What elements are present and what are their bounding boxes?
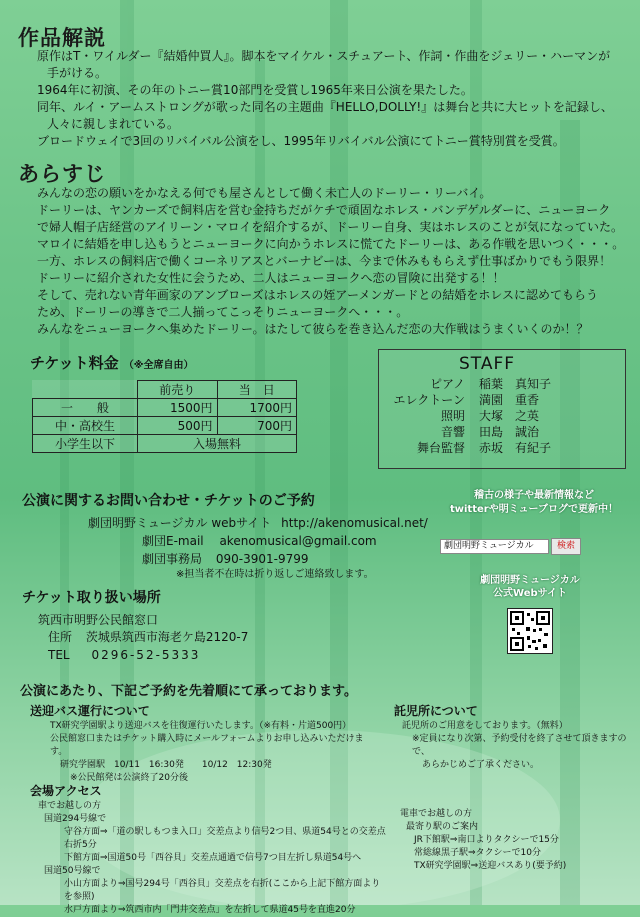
official-line2: 公式Webサイト — [493, 588, 567, 599]
nursery-text — [402, 720, 632, 772]
car-line: 水戸方面より⇒筑西市内「門井交差点」を左折して県道45号を直進20分 — [64, 905, 356, 915]
official-site-label — [470, 574, 590, 600]
synopsis-line: ドーリーは、ヤンカーズで飼料店を営む金持ちだがケチで頑固なホレス・バンデゲルダーに、ニューヨーク — [37, 203, 611, 217]
train-subtitle: 最寄り駅のご案内 — [406, 822, 479, 832]
train-line: 常総線黒子駅⇒タクシーで10分 — [414, 848, 541, 858]
train-access — [400, 808, 630, 873]
about-line: 同年、ルイ・アームストロングが歌った同名の主題曲『HELLO,DOLLY!』は舞台と共に大ヒットを記録し、 — [37, 100, 613, 114]
price-free: 入場無料 — [138, 435, 297, 453]
row-label: 小学生以下 — [33, 435, 138, 453]
nursery-heading: 託児所について — [394, 704, 478, 718]
staff-box — [378, 349, 626, 469]
contact-web — [88, 515, 428, 532]
bus-line: 研究学園駅 10/11 16:30発 10/12 12:30発 — [60, 760, 272, 770]
web-url-link[interactable]: http://akenomusical.net/ — [281, 516, 428, 530]
office-label: 劇団事務局 — [142, 552, 203, 566]
staff-name: 田島 誠治 — [479, 425, 540, 439]
synopsis-heading: あらすじ — [18, 162, 106, 186]
outlet-tel — [48, 647, 200, 664]
about-line: 原作はT・ワイルダー『結婚仲買人』。脚本をマイケル・スチュアート、作詞・作曲をジェリー・ハーマンが — [37, 49, 611, 63]
phone-note: ※担当者不在時は折り返しご連絡致します。 — [176, 569, 374, 580]
tel-value: 0296-52-5333 — [91, 648, 201, 662]
ticket-heading: チケット料金 — [30, 354, 119, 372]
phone-number: 090-3901-9799 — [215, 552, 309, 566]
row-label: 中・高校生 — [33, 417, 138, 435]
contact-email — [142, 533, 377, 550]
about-heading: 作品解説 — [18, 26, 106, 50]
staff-name: 満園 重香 — [479, 393, 540, 407]
staff-name: 赤坂 有紀子 — [479, 441, 552, 455]
train-line: JR下館駅⇒南口よりタクシーで15分 — [414, 835, 559, 845]
car-line: 下館方面⇒国道50号「西谷貝」交差点通過で信号7つ目左折し県道54号へ — [64, 853, 362, 863]
official-line1: 劇団明野ミュージカル — [480, 575, 580, 586]
bus-line: ※公民館発は公演終了20分後 — [70, 773, 188, 783]
bus-heading: 送迎バス運行について — [30, 704, 150, 718]
about-line: 手がける。 — [47, 66, 108, 80]
col-advance: 前売り — [138, 381, 218, 399]
reservation-notice: 公演にあたり、下記ご予約を先着順にて承っております。 — [20, 684, 357, 699]
synopsis-line: ため、ドーリーの導きで二人揃ってこっそりニューヨークへ・・・。 — [37, 305, 409, 319]
tel-label: TEL — [48, 648, 70, 662]
synopsis-line: みんなをニューヨークへ集めたドーリー。はたして彼らを巻き込んだ恋の大作戦はうまくいくのか！？ — [37, 322, 589, 336]
email-link[interactable]: akenomusical@gmail.com — [219, 534, 377, 548]
table-row — [33, 399, 297, 417]
nursery-line: あらかじめご了承ください。 — [422, 760, 540, 770]
search-button[interactable]: 検索 — [551, 538, 581, 555]
search-input[interactable]: 劇団明野ミュージカル — [440, 539, 549, 554]
synopsis-line: みんなの恋の願いをかなえる何でも屋さんとして働く未亡人のドーリー・リーバイ。 — [37, 186, 492, 200]
contact-heading: 公演に関するお問い合わせ・チケットのご予約 — [22, 493, 315, 509]
car-lines — [38, 813, 388, 917]
about-text — [37, 48, 627, 150]
car-line: 小山方面より⇒国号294号「西谷貝」交差点を右折(ここから上記下館方面よりを参照) — [64, 879, 381, 902]
ticket-price-table — [32, 380, 297, 453]
about-line: ブロードウェイで3回のリバイバル公演をし、1995年リバイバル公演にてトニー賞特別賞を受賞。 — [37, 134, 565, 148]
nursery-line: 託児所のご用意をしております。（無料） — [402, 721, 568, 731]
qr-code-icon[interactable] — [507, 608, 553, 654]
outlet-address — [48, 629, 248, 646]
staff-role: エレクトーン — [393, 393, 465, 407]
car-line: 国道50号線で — [44, 866, 101, 876]
col-door: 当 日 — [217, 381, 297, 399]
staff-list — [379, 376, 625, 456]
staff-row — [379, 392, 625, 408]
staff-name: 大塚 之英 — [479, 409, 540, 423]
web-label: 劇団明野ミュージカル webサイト — [88, 516, 272, 530]
table-row — [33, 435, 297, 453]
about-line: 人々に親しまれている。 — [47, 117, 180, 131]
address-label: 住所 — [48, 630, 73, 644]
staff-role: ピアノ — [429, 377, 465, 391]
nursery-line: ※定員になり次第、予約受付を終了させて頂きますので、 — [412, 734, 627, 757]
access-heading: 会場アクセス — [30, 784, 102, 798]
ticket-heading-wrap — [30, 352, 193, 373]
ticket-note: （※全席自由） — [123, 360, 194, 371]
bus-line: 公民館窓口またはチケット購入時にメールフォームよりお申し込みいただけます。 — [50, 734, 364, 757]
staff-row — [379, 376, 625, 392]
staff-row — [379, 408, 625, 424]
staff-role: 舞台監督 — [416, 441, 465, 455]
synopsis-line: 一方、ホレスの飼料店で働くコーネリアスとバーナビーは、今まで休みももらえず仕事ばかりでもう限界！ — [37, 254, 612, 268]
car-line: 守谷方面⇒「道の駅しもつま入口」交差点より信号2つ目、県道54号との交差点右折5分 — [64, 827, 386, 850]
train-line: TX研究学園駅⇒送迎バスあり(要予約) — [414, 861, 567, 871]
outlet-place: 筑西市明野公民館窓口 — [38, 613, 159, 627]
blog-line2: twitterや明ミューブログで更新中！ — [449, 504, 619, 515]
staff-title: STAFF — [459, 354, 516, 374]
about-line: 1964年に初演、その年のトニー賞10部門を受賞し1965年来日公演を果たした。 — [37, 83, 473, 97]
table-row — [33, 417, 297, 435]
price-advance: 500円 — [138, 417, 218, 435]
price-door: 1700円 — [217, 399, 297, 417]
table-header-row — [33, 381, 297, 399]
car-title: 車でお越しの方 — [38, 801, 102, 811]
bus-text — [50, 720, 380, 785]
search-bar — [440, 538, 581, 555]
contact-office — [142, 551, 309, 568]
train-title: 電車でお越しの方 — [400, 809, 473, 819]
price-door: 700円 — [217, 417, 297, 435]
synopsis-line: ドーリーに紹介された女性に会うため、二人はニューヨークへ恋の冒険に出発する！！ — [37, 271, 505, 285]
synopsis-text — [37, 185, 632, 338]
staff-row — [379, 440, 625, 456]
car-line: 国道294号線で — [44, 814, 107, 824]
row-label: 一 般 — [33, 399, 138, 417]
train-lines — [400, 834, 630, 873]
outlet-heading: チケット取り扱い場所 — [22, 590, 161, 606]
staff-role: 音響 — [440, 425, 465, 439]
bus-line: TX研究学園駅より送迎バスを往復運行いたします。（※有料・片道500円） — [50, 721, 352, 731]
staff-row — [379, 424, 625, 440]
price-advance: 1500円 — [138, 399, 218, 417]
synopsis-line: で婦人帽子店経営のアイリーン・マロイを紹介するが、ドーリー自身、実はホレスのことが気になっていた。 — [37, 220, 623, 234]
staff-role: 照明 — [440, 409, 465, 423]
blog-promo — [436, 489, 632, 517]
car-access — [38, 800, 388, 917]
staff-name: 稲葉 真知子 — [479, 377, 552, 391]
email-label: 劇団E-mail — [142, 534, 204, 548]
address-value: 茨城県筑西市海老ケ島2120-7 — [85, 630, 249, 644]
synopsis-line: マロイに結婚を申し込もうとニューヨークに向かうホレスに慌てたドーリーは、ある作戦を思いつく・・・。 — [37, 237, 625, 251]
synopsis-line: そして、売れない青年画家のアンブローズはホレスの姪アーメンガードとの結婚をホレスに認めてもらう — [37, 288, 599, 302]
blog-line1: 稽古の様子や最新情報など — [474, 490, 594, 501]
